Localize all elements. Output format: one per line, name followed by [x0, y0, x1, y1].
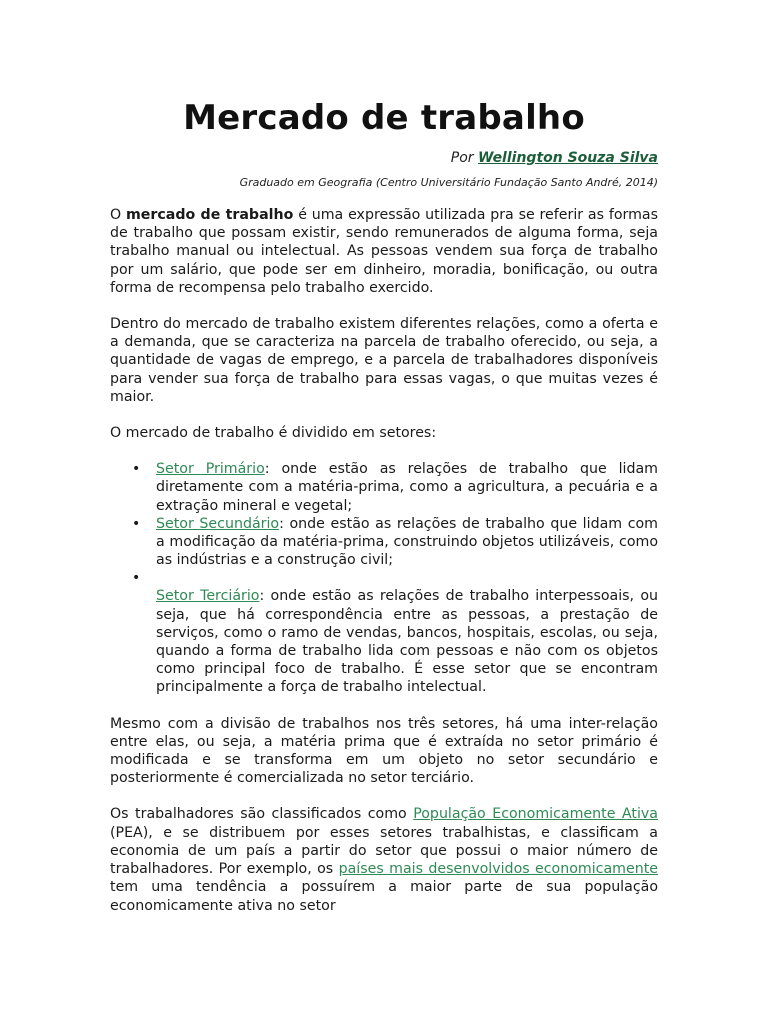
paragraph-pea — [110, 805, 658, 914]
list-item-tertiary — [156, 587, 658, 696]
secondary-sector-text: : onde estão as relações de trabalho que lidam com a modificação da matéria-prima, construindo objetos utilizáveis, como as indústrias e a construção civil; — [156, 515, 658, 569]
paragraph-sectors-intro: O mercado de trabalho é dividido em setores: — [110, 425, 437, 442]
p5-c: tem uma tendência a possuírem a maior parte de sua população economicamente ativa no setor — [110, 879, 658, 914]
author-link[interactable]: Wellington Souza Silva — [478, 150, 658, 166]
p1-start: O — [110, 207, 126, 223]
p1-rest: é uma expressão utilizada pra se referir as formas de trabalho que possam existir, sendo remunerados de alguma forma, seja trabalho manual ou intelectual. As pessoas vendem sua força de trabalho por um salário, que pode ser em dinheiro, moradia, bonificação, ou outra forma de recompensa pelo trabalho exercido. — [110, 207, 658, 296]
primary-sector-text: : onde estão as relações de trabalho que lidam diretamente com a matéria-prima, como a agricultura, a pecuária e a extração mineral e vegetal; — [156, 461, 658, 514]
list-item-primary — [156, 460, 658, 515]
list-item-empty — [156, 569, 658, 587]
list-item-secondary — [156, 515, 658, 570]
link-pea[interactable]: População Economicamente Ativa — [413, 806, 658, 823]
paragraph-intro — [110, 206, 658, 297]
paragraph-relations: Dentro do mercado de trabalho existem diferentes relações, como a oferta e a demanda, que se caracteriza na parcela de trabalho oferecido, ou seja, a quantidade de vagas de emprego, e a parcela de trabalhadores disponíveis para vender sua força de trabalho para essas vagas, o que muitas vezes é maior. — [110, 316, 658, 405]
sector-list — [110, 460, 658, 696]
p5-a: Os trabalhadores são classificados como — [110, 806, 414, 823]
article-body — [110, 206, 658, 933]
author-credentials: Graduado em Geografia (Centro Universitário Fundação Santo André, 2014) — [239, 176, 658, 189]
link-primary-sector[interactable]: Setor Primário — [156, 461, 265, 478]
paragraph-interrelation: Mesmo com a divisão de trabalhos nos três setores, há uma inter-relação entre elas, ou seja, a matéria prima que é extraída no setor primário é modificada e se transforma em um objeto no setor secundário e posteriormente é comercializada no setor terciário. — [110, 715, 658, 787]
byline — [451, 150, 658, 166]
tertiary-sector-text: : onde estão as relações de trabalho interpessoais, ou seja, que há correspondência entre as pessoas, a prestação de serviços, como o ramo de vendas, bancos, hospitais, escolas, ou seja, quando a forma de trabalho lida com pessoas e não com os objetos como principal foco de trabalho. É esse setor que se encontram principalmente a força de trabalho intelectual. — [156, 588, 658, 696]
p5-b: (PEA), e se distribuem por esses setores trabalhistas, e classificam a economia de um país a partir do setor que possui o maior número de trabalhadores. Por exemplo, os — [110, 824, 658, 878]
link-developed-countries[interactable]: países mais desenvolvidos economicamente — [338, 861, 658, 878]
term-bold: mercado de trabalho — [126, 207, 294, 223]
page-title: Mercado de trabalho — [183, 98, 585, 138]
link-tertiary-sector[interactable]: Setor Terciário — [156, 588, 260, 605]
link-secondary-sector[interactable]: Setor Secundário — [156, 515, 280, 532]
byline-prefix: Por — [450, 150, 474, 166]
